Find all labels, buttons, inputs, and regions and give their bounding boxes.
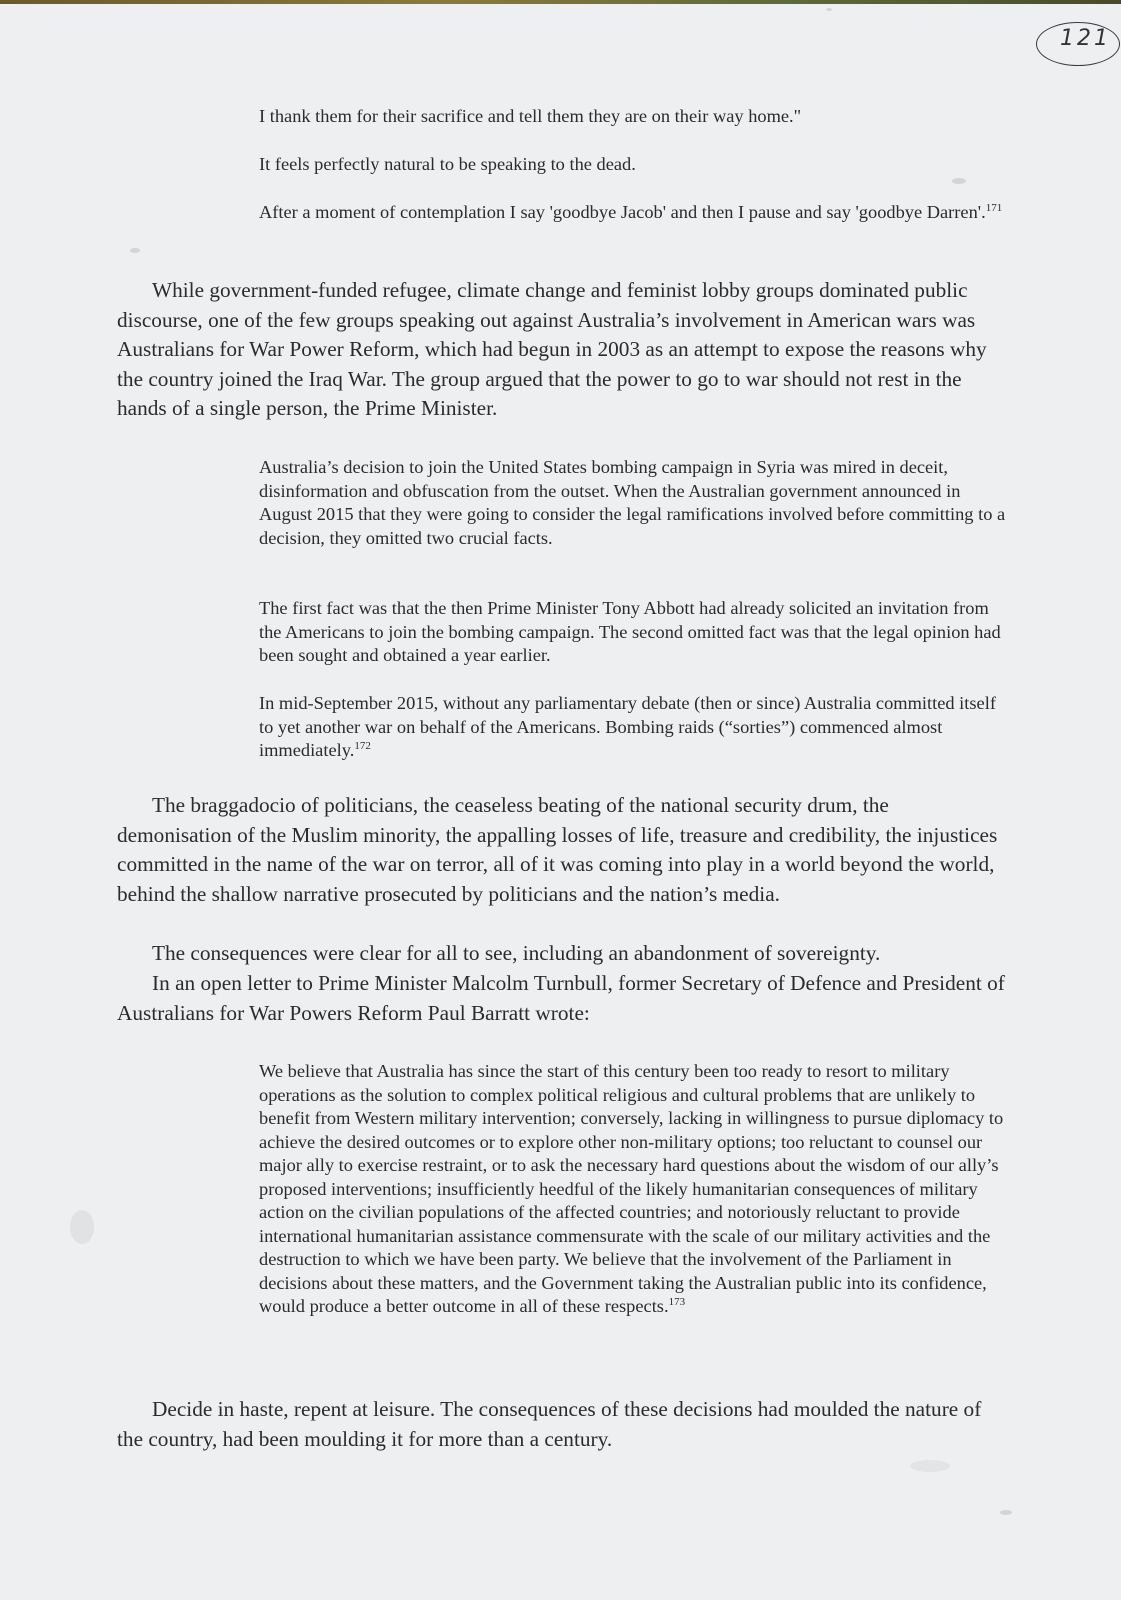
body-paragraph-decide-in-haste bbox=[117, 1395, 1007, 1454]
quote-mid-september bbox=[259, 692, 1009, 763]
body-paragraph-open-letter bbox=[117, 969, 1007, 1028]
quote-line-speaking-to-dead bbox=[259, 153, 1009, 177]
quote-first-fact bbox=[259, 597, 1009, 668]
body-text: While government-funded refugee, climate change and feminist lobby groups dominated public discourse, one of the few groups speaking out against Australia’s involvement in American wars was Australians for War Power Reform, which had begun in 2003 as an attempt to expose the reasons why the country joined the Iraq War. The group argued that the power to go to war should not rest in the hands of a single person, the Prime Minister. bbox=[117, 278, 987, 421]
quote-text: It feels perfectly natural to be speaking to the dead. bbox=[259, 154, 636, 174]
body-text: The braggadocio of politicians, the ceaseless beating of the national security drum, the demonisation of the Muslim minority, the appalling losses of life, treasure and credibility, the injustices committed in the name of the war on terror, all of it was coming into play in a world beyond the world, behind the shallow narrative prosecuted by politicians and the nation’s media. bbox=[117, 793, 998, 906]
quote-text: In mid-September 2015, without any parliamentary debate (then or since) Australia committed itself to yet another war on behalf of the Americans. Bombing raids (“sorties”) commenced almost immediately. bbox=[259, 693, 996, 760]
page-number: 121 bbox=[1060, 26, 1111, 51]
scan-speck bbox=[826, 8, 832, 11]
body-paragraph-war-power-reform bbox=[117, 276, 1007, 424]
footnote-marker: 172 bbox=[354, 740, 371, 752]
body-paragraph-braggadocio bbox=[117, 791, 1007, 909]
body-text: Decide in haste, repent at leisure. The consequences of these decisions had moulded the nature of the country, had been moulding it for more than a century. bbox=[117, 1397, 982, 1451]
scan-speck bbox=[952, 178, 966, 184]
quote-syria-decision bbox=[259, 456, 1009, 550]
quote-text: I thank them for their sacrifice and tell them they are on their way home." bbox=[259, 106, 802, 126]
quote-text: Australia’s decision to join the United States bombing campaign in Syria was mired in deceit, disinformation and obfuscation from the outset. When the Australian government announced in August 2015 that they were going to consider the legal ramifications involved before committing to a decision, they omitted two crucial facts. bbox=[259, 457, 1006, 548]
scan-speck bbox=[70, 1210, 94, 1244]
footnote-marker: 171 bbox=[985, 202, 1003, 214]
footnote-marker: 173 bbox=[668, 1296, 686, 1308]
scan-speck bbox=[130, 248, 140, 253]
body-text: In an open letter to Prime Minister Malcolm Turnbull, former Secretary of Defence and President of Australians for War Powers Reform Paul Barratt wrote: bbox=[117, 971, 1005, 1025]
quote-goodbye bbox=[259, 201, 1009, 225]
quote-text: The first fact was that the then Prime Minister Tony Abbott had already solicited an invitation from the Americans to join the bombing campaign. The second omitted fact was that the legal opinion had been sought and obtained a year earlier. bbox=[259, 598, 1001, 665]
body-text: The consequences were clear for all to see, including an abandonment of sovereignty. bbox=[152, 941, 881, 965]
scan-speck bbox=[910, 1460, 950, 1472]
quote-text: After a moment of contemplation I say 'goodbye Jacob' and then I pause and say 'goodbye Darren'. bbox=[259, 202, 986, 222]
scan-speck bbox=[1000, 1510, 1012, 1515]
quote-text: We believe that Australia has since the start of this century been too ready to resort to military operations as the solution to complex political religious and cultural problems that are unlikely to benefit from Western military intervention; conversely, lacking in willingness to pursue diplomacy to achieve the desired outcomes or to explore other non-military options; too reluctant to counsel our major ally to exercise restraint, or to ask the necessary hard questions about the wisdom of our ally’s proposed interventions; insufficiently heedful of the likely humanitarian consequences of military action on the civilian populations of the affected countries; and notoriously reluctant to provide international humanitarian assistance commensurate with the scale of our military activities and the destruction to which we have been party. We believe that the involvement of the Parliament in decisions about these matters, and the Government taking the Australian public into its confidence, would produce a better outcome in all of these respects. bbox=[259, 1061, 1004, 1316]
quote-line-thank-them bbox=[259, 105, 1009, 129]
quote-barratt-letter bbox=[259, 1060, 1009, 1319]
page-top-edge bbox=[0, 0, 1121, 4]
body-paragraph-consequences bbox=[117, 939, 1007, 969]
